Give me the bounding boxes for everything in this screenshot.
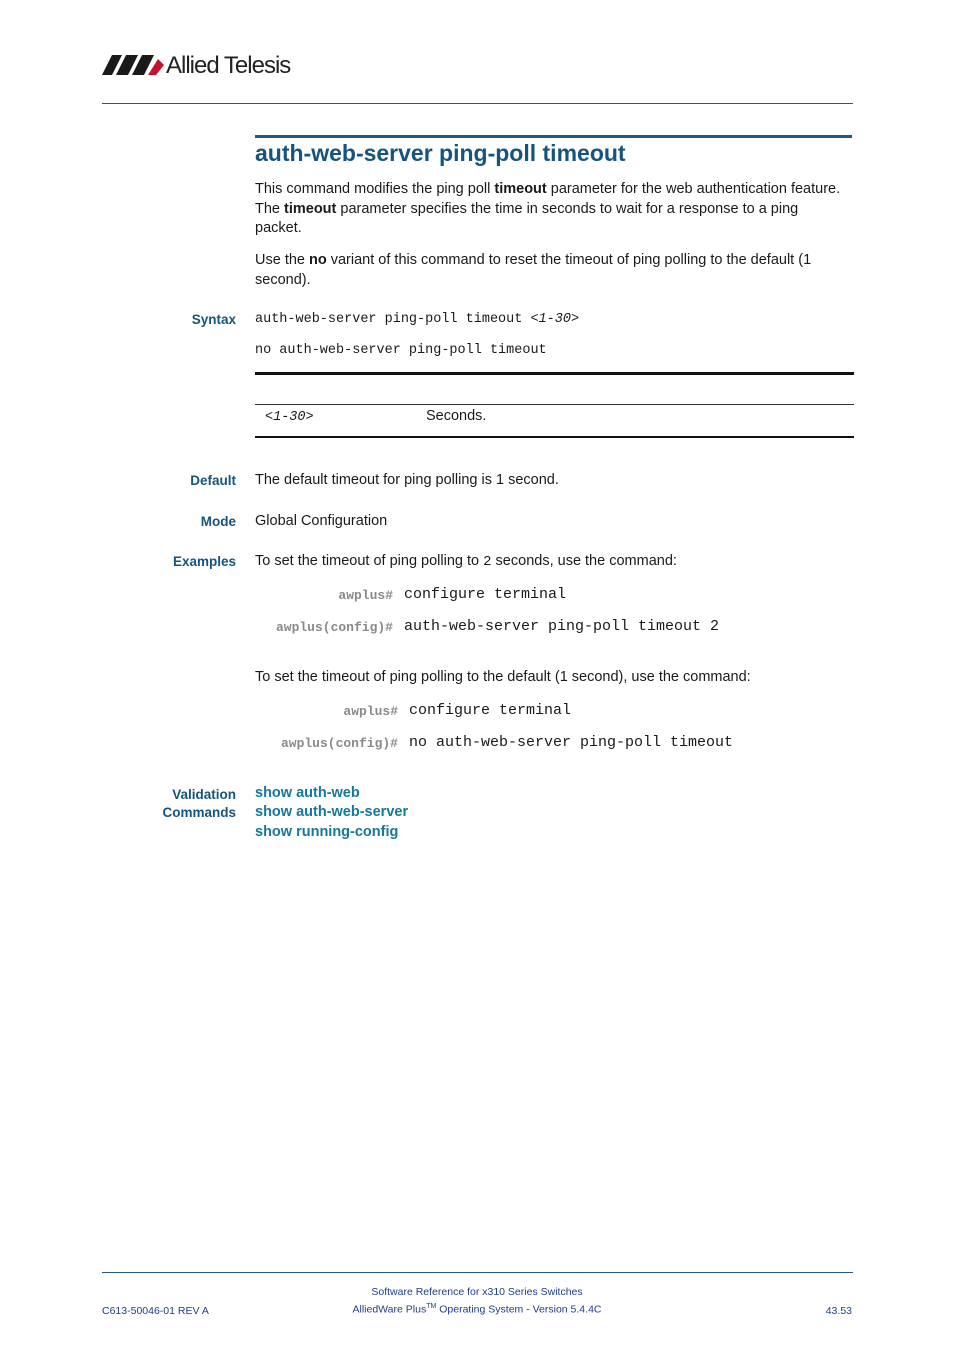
syntax-label: Syntax	[191, 312, 236, 327]
example-1-command-1: configure terminal	[404, 586, 567, 603]
intro-paragraph-1: This command modifies the ping poll timeout parameter for the web authentication feature. The timeout parameter specifies the time in seconds to wait for a response to a ping packet.	[255, 181, 841, 236]
link-show-auth-web[interactable]: show auth-web	[255, 785, 360, 801]
allied-telesis-logo	[102, 52, 302, 78]
example-1-prompt-2: awplus(config)#	[275, 620, 393, 635]
param-description-cell: Seconds.	[426, 408, 487, 424]
page-title: auth-web-server ping-poll timeout	[255, 140, 626, 166]
example-1-command-2: auth-web-server ping-poll timeout 2	[404, 618, 720, 635]
syntax-line-1: auth-web-server ping-poll timeout <1-30>	[255, 312, 580, 327]
footer-page-number: 43.53	[825, 1305, 852, 1317]
validation-commands-label: Validation Commands	[162, 787, 236, 820]
intro-paragraph-2: Use the no variant of this command to reset the timeout of ping polling to the default (1 second).	[255, 252, 812, 288]
example-1-prompt-1: awplus#	[338, 588, 393, 603]
param-cell: <1-30>	[265, 410, 314, 425]
footer-doc-id: C613-50046-01 REV A	[102, 1305, 209, 1317]
footer-rule	[102, 1272, 853, 1273]
link-show-auth-web-server[interactable]: show auth-web-server	[255, 804, 409, 820]
link-show-running-config[interactable]: show running-config	[255, 824, 399, 840]
default-text: The default timeout for ping polling is 1 second.	[255, 472, 559, 488]
param-table-bottom-rule	[255, 436, 854, 438]
param-table-header-rule	[255, 404, 854, 405]
logo-text: Allied Telesis	[166, 52, 291, 79]
example-2-command-2: no auth-web-server ping-poll timeout	[409, 734, 734, 751]
example-2-prompt-2: awplus(config)#	[280, 736, 398, 751]
header-rule	[102, 103, 853, 104]
syntax-line-2: no auth-web-server ping-poll timeout	[255, 343, 547, 358]
param-table-top-rule	[255, 372, 854, 375]
title-rule	[255, 135, 852, 138]
mode-text: Global Configuration	[255, 513, 388, 529]
footer-os-version: AlliedWare Plus™ Operating System - Version 5.4.4C	[352, 1303, 602, 1316]
example-2-intro: To set the timeout of ping polling to the default (1 second), use the command:	[255, 669, 751, 685]
logo-mark-icon	[102, 55, 164, 75]
example-1-intro: To set the timeout of ping polling to 2 seconds, use the command:	[255, 553, 677, 570]
mode-label: Mode	[200, 514, 236, 529]
example-2-prompt-1: awplus#	[343, 704, 398, 719]
example-2-command-1: configure terminal	[409, 702, 572, 719]
default-label: Default	[190, 473, 236, 488]
examples-label: Examples	[172, 554, 236, 569]
footer-title: Software Reference for x310 Series Switches	[371, 1286, 583, 1298]
